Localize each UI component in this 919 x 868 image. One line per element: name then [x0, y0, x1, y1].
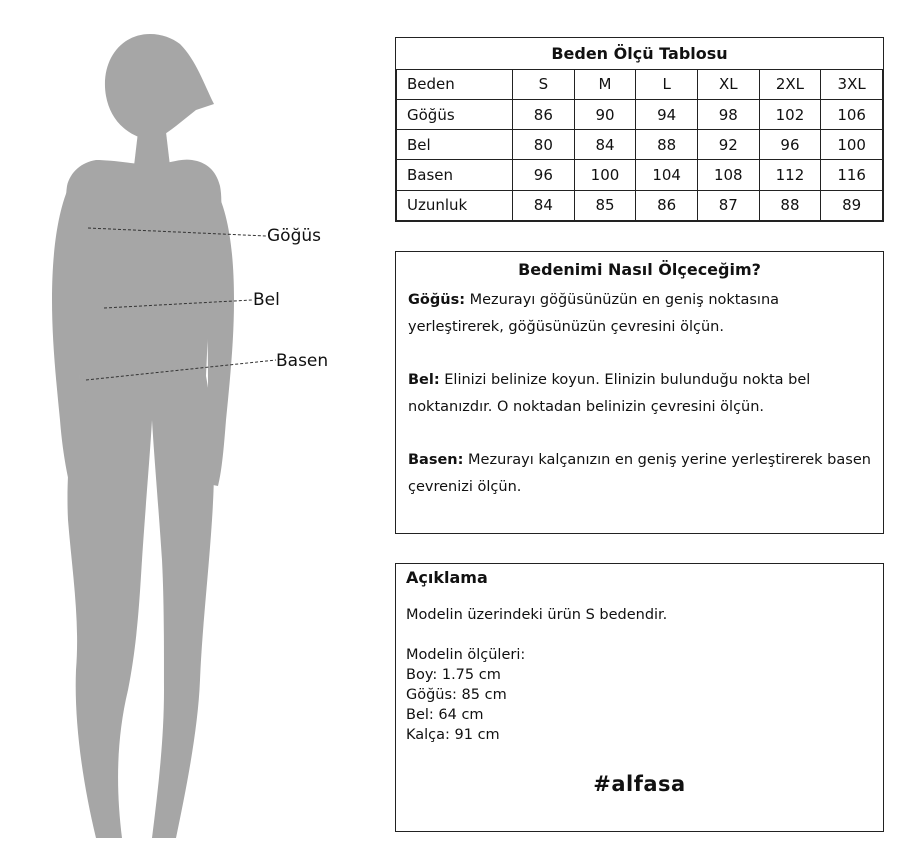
size-header: 2XL: [759, 69, 821, 99]
mannequin-silhouette: [0, 0, 380, 864]
howto-term: Göğüs:: [408, 292, 465, 308]
table-cell: 84: [513, 190, 575, 220]
table-cell: 104: [636, 160, 698, 190]
table-cell: 106: [821, 99, 883, 129]
table-cell: 90: [574, 99, 636, 129]
table-cell: 89: [821, 190, 883, 220]
table-cell: 116: [821, 160, 883, 190]
row-label: Bel: [397, 130, 513, 160]
chest-label: Göğüs: [267, 226, 321, 246]
how-to-measure-panel: [395, 251, 884, 534]
table-cell: 100: [574, 160, 636, 190]
howto-text: Mezurayı kalçanızın en geniş yerine yerleştirerek basen çevrenizi ölçün.: [408, 452, 871, 495]
size-table-title: Beden Ölçü Tablosu: [397, 38, 883, 69]
table-cell: 112: [759, 160, 821, 190]
table-cell: 100: [821, 130, 883, 160]
table-cell: 98: [697, 99, 759, 129]
howto-title: Bedenimi Nasıl Ölçeceğim?: [518, 260, 761, 279]
howto-item-chest: [408, 287, 871, 341]
table-cell: 84: [574, 130, 636, 160]
table-cell: 88: [636, 130, 698, 160]
size-header: L: [636, 69, 698, 99]
table-cell: 102: [759, 99, 821, 129]
table-cell: 96: [513, 160, 575, 190]
description-title: Açıklama: [406, 568, 488, 587]
body-silhouette-figure: [0, 0, 380, 864]
table-cell: 86: [636, 190, 698, 220]
measurement-item: Göğüs: 85 cm: [406, 687, 507, 703]
table-cell: 108: [697, 160, 759, 190]
measurement-item: Kalça: 91 cm: [406, 727, 500, 743]
howto-text: Mezurayı göğüsünüzün en geniş noktasına yerleştirerek, göğüsünüzün çevresini ölçün.: [408, 292, 780, 335]
measurement-item: Bel: 64 cm: [406, 707, 484, 723]
spacer: [406, 625, 873, 645]
table-cell: 92: [697, 130, 759, 160]
howto-item-waist: [408, 367, 871, 421]
row-label: Basen: [397, 160, 513, 190]
howto-term: Bel:: [408, 372, 440, 388]
waist-label: Bel: [253, 290, 280, 310]
row-label: Göğüs: [397, 99, 513, 129]
description-panel: [395, 563, 884, 832]
table-cell: 96: [759, 130, 821, 160]
header-label: Beden: [397, 69, 513, 99]
howto-item-hips: [408, 447, 871, 501]
table-cell: 86: [513, 99, 575, 129]
size-table: [396, 38, 883, 221]
product-note: Modelin üzerindeki ürün S bedendir.: [406, 607, 668, 623]
size-header-row: [397, 69, 883, 99]
table-cell: 80: [513, 130, 575, 160]
howto-text: Elinizi belinize koyun. Elinizin bulunduğu nokta bel noktanızdır. O noktadan belinizin çevresini ölçün.: [408, 372, 811, 415]
table-cell: 87: [697, 190, 759, 220]
measurement-item: Boy: 1.75 cm: [406, 667, 501, 683]
table-cell: 88: [759, 190, 821, 220]
size-header: XL: [697, 69, 759, 99]
table-row-waist: [397, 130, 883, 160]
size-header: M: [574, 69, 636, 99]
table-row-hips: [397, 160, 883, 190]
size-header: 3XL: [821, 69, 883, 99]
table-row-chest: [397, 99, 883, 129]
measurements-title: Modelin ölçüleri:: [406, 647, 526, 663]
size-header: S: [513, 69, 575, 99]
brand-hashtag: #alfasa: [593, 772, 686, 796]
table-cell: 94: [636, 99, 698, 129]
table-cell: 85: [574, 190, 636, 220]
size-chart-table: [395, 37, 884, 222]
howto-term: Basen:: [408, 452, 464, 468]
row-label: Uzunluk: [397, 190, 513, 220]
table-row-length: [397, 190, 883, 220]
hips-label: Basen: [276, 351, 329, 371]
